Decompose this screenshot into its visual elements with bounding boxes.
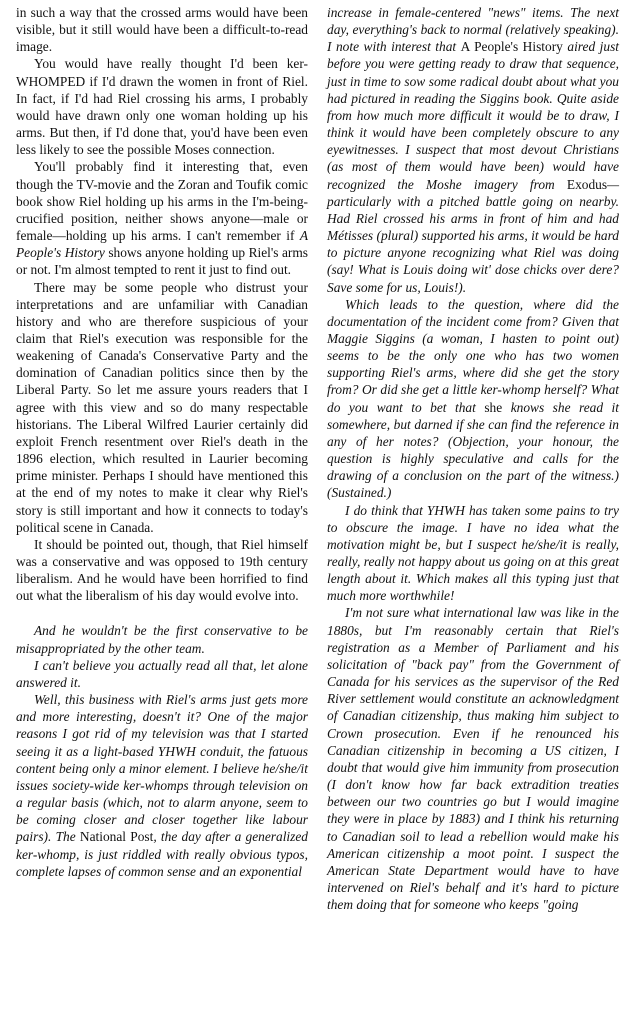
left-column: [16, 4, 308, 880]
left-paragraph-2: You would have really thought I'd been ker-WHOMPED if I'd drawn the women in front of Riel. In fact, if I'd had Riel crossing his arms, I probably would have drawn only one woman holding up his arms. But then, if I'd done that, you'd have been even less likely to see the possible Moses connection.: [16, 56, 308, 158]
left-paragraph-1: in such a way that the crossed arms would have been visible, but it still would have been a difficult-to-read image.: [16, 5, 308, 55]
left-italic-paragraph-3: [16, 691, 308, 880]
left-italic-paragraph-3-text-a: Well, this business with Riel's arms just gets more and more interesting, doesn't it? One of the major reasons I got rid of my television was that I started seeing it as a light-based YHWH conduit, the fatuous content being only a minor element. I believe he/she/it issues society-wide ker-whomps through television on a regular basis (which, not to alarm anyone, seem to be coming closer and closer together like labour pairs). The: [16, 692, 308, 845]
right-paragraph-2-text-b: knows she read it somewhere, but darned if she can find the reference in any of her notes? (Objection, your honour, the question is highly speculative and calls for the drawing of a conclusion on the part of the witness.) (Sustained.): [327, 399, 619, 501]
right-italic-paragraph-2: [327, 296, 619, 502]
right-italic-paragraph-1: [327, 4, 619, 296]
right-italic-paragraph-3: I do think that YHWH has taken some pains to try to obscure the image. I have no idea what the motivation might be, but I suspect he/she/it is really, really, really not happy about us going on at this great length about it. Which makes all this typing just that much more worthwhile!: [327, 502, 619, 604]
right-paragraph-2-text-a: Which leads to the question, where did the documentation of the incident come from? Given that Maggie Siggins (a woman, I hasten to point out) seems to be the only one who has two women supporting Riel's arms, where did she get the story from? Or did she get a little ker-whomp herself? What do you want to bet that: [327, 296, 619, 415]
left-italic-paragraph-3-publication: National Post: [79, 829, 154, 845]
right-paragraph-1-title: A People's History: [460, 39, 563, 55]
left-paragraph-3: [16, 158, 308, 278]
left-italic-paragraph-3-text-b: , the day after a generalized ker-whomp, is just riddled with really obvious typos, complete lapses of common sense and an exponential: [16, 829, 309, 879]
left-italic-paragraph-1: And he wouldn't be the first conservative to be misappropriated by the other team.: [16, 623, 308, 656]
left-paragraph-3-text-a: You'll probably find it interesting that, even though the TV-movie and the Zoran and Toufik comic book show Riel holding up his arms in the I'm-being-crucified position, neither shows anyone—male or female—holding up his arms. I can't remember if: [16, 159, 308, 244]
right-paragraph-1-text-a: increase in female-centered "news" items. The next day, everything's back to normal (relatively speaking). I note with interest that: [327, 5, 619, 55]
left-paragraph-3-title: A People's History: [16, 228, 308, 261]
right-column: [327, 4, 619, 913]
left-italic-paragraph-2: I can't believe you actually read all that, let alone answered it.: [16, 657, 308, 690]
right-paragraph-1-exodus: Exodus: [566, 176, 608, 192]
right-paragraph-2-she: she: [484, 399, 503, 415]
right-italic-paragraph-4: I'm not sure what international law was like in the 1880s, but I'm reasonably certain that Riel's registration as a Member of Parliament and his solicitation of "back pay" from the Government of Canada for his services as the supervisor of the Red River settlement would constitute an acknowledgment of Canadian citizenship, thus making him subject to Crown prosecution. Even if he renounced his Canadian citizenship in becoming a US citizen, I doubt that would give him immunity from prosecution (I don't know how far back extradition treaties between our two countries go but I would imagine they were in place by 1883) and I think his returning to Canadian soil to lead a rebellion would make his American citizenship a moot point. I suspect the American State Department would have to have intervened on Riel's behalf and it's hard to picture them doing that for someone who keeps "going: [327, 605, 619, 913]
left-paragraph-4: There may be some people who distrust your interpretations and are unfamiliar with Canadian history and who are therefore suspicious of your claim that Riel's execution was responsible for the weakening of Canada's Conservative Party and the domination of Canadian politics since then by the Liberal Party. So let me assure yours readers that I agree with this view and so do many respectable historians. The Liberal Wilfred Laurier certainly did exploit French resentment over Riel's death in the 1896 election, which resulted in Laurier becoming prime minister. Perhaps I should have mentioned this at the end of my notes to make it clear why Riel's story is still important and how it connects to today's political scene in Canada.: [16, 279, 308, 535]
section-gap: [16, 604, 308, 622]
right-paragraph-1-text-b: aired just before you were getting ready to draw that sequence, just in time to sow some radical doubt about what you had pictured in reading the Siggins book. Quite aside from how much more difficult it would be to draw, I think it would have been completely obscure to any eyewitnesses. I suspect that most devout Christians (as most of them would have been) would have recognized the Moshe imagery from: [327, 39, 619, 192]
left-paragraph-5: It should be pointed out, though, that Riel himself was a conservative and was opposed to 19th century liberalism. And he would have been horrified to find out what the liberalism of his day would evolve into.: [16, 536, 308, 604]
right-paragraph-1-text-c: —particularly with a pitched battle going on nearby. Had Riel crossed his arms in front of him and had Métisses (plural) supported his arms, it would be hard to picture anyone recognizing what Riel was doing (say! What is Louis doing wit' dose chicks over dere? Save some for us, Louis!).: [327, 176, 619, 295]
left-paragraph-3-text-b: shows anyone holding up Riel's arms or not. I'm almost tempted to rent it just to find out.: [16, 245, 308, 278]
